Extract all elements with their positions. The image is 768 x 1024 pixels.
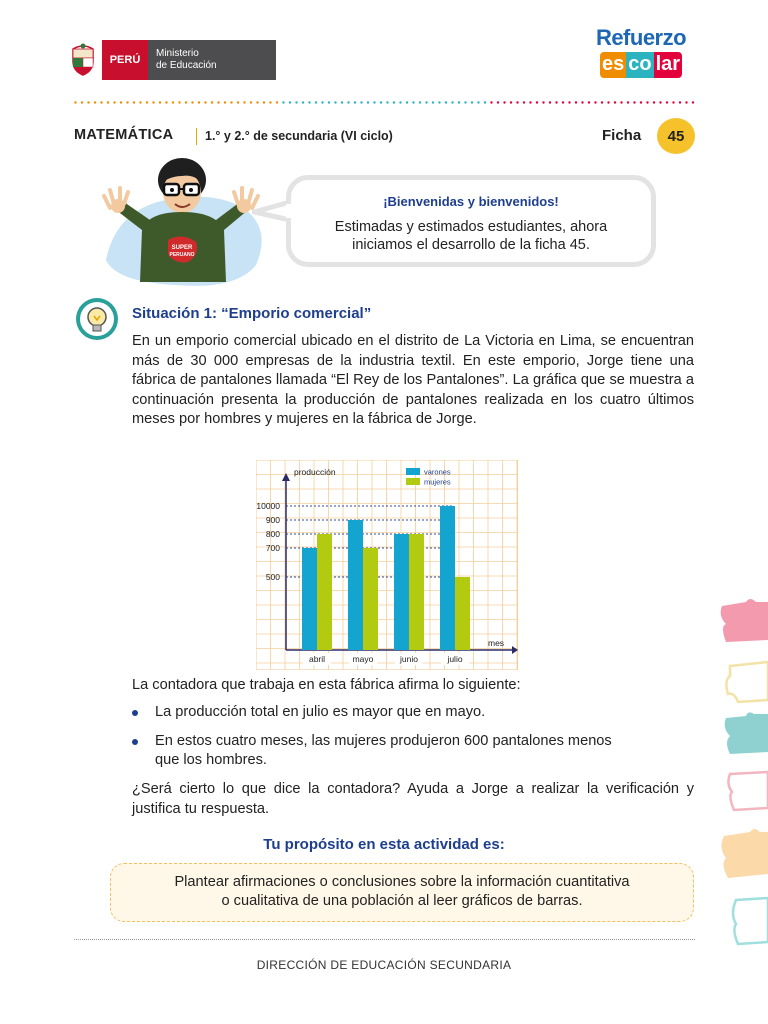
refuerzo-escolar-logo [588,26,694,90]
divider-dot [438,101,440,103]
y-tick-label: 700 [265,543,280,553]
divider-dot [692,101,694,103]
divider-dot [412,101,414,103]
divider-dot [536,101,538,103]
divider-dot [620,101,622,103]
divider-dot [568,101,570,103]
y-tick-label: 10000 [256,501,280,511]
divider-dot [471,101,473,103]
divider-dot [295,101,297,103]
divider-dot [666,101,668,103]
divider-dot [198,101,200,103]
grade-label: 1.° y 2.° de secundaria (VI ciclo) [205,129,393,143]
lightbulb-icon [74,296,120,342]
divider-dot [380,101,382,103]
legend-swatch [406,478,420,485]
production-bar-chart [256,460,518,670]
y-axis-label: producción [294,467,336,477]
bar-varones-mayo [348,520,363,650]
purpose-text: Plantear afirmaciones o conclusiones sobre la información cuantitativa o cualitativa de una población al leer gráficos de barras. [174,874,630,909]
divider-dot [217,101,219,103]
divider-dot [555,101,557,103]
divider-dot [87,101,89,103]
divider-dot [139,101,141,103]
legend-label: mujeres [424,477,451,487]
x-tick-label: julio [447,654,463,664]
divider-dot [250,101,252,103]
logo-puzzle: es co lar [588,52,694,78]
ministry-label: Ministerio de Educación [148,40,276,80]
divider-dot [672,101,674,103]
divider-dot [432,101,434,103]
shirt-text-1: SUPER [171,245,193,251]
divider-dot [497,101,499,103]
divider-dot [373,101,375,103]
divider-dot [224,101,226,103]
divider-dot [477,101,479,103]
footer-divider [74,939,695,940]
bar-mujeres-junio [409,534,424,650]
divider-dot [126,101,128,103]
divider-dot [263,101,265,103]
divider-dot [529,101,531,103]
divider-dot [269,101,271,103]
puzzle-pieces-decoration [716,596,768,946]
divider-dot [211,101,213,103]
divider-dot [308,101,310,103]
divider-dot [360,101,362,103]
bullet-icon [132,739,138,745]
welcome-message: Estimadas y estimados estudiantes, ahora iniciamos el desarrollo de la ficha 45. [334,219,608,253]
situation-title: Situación 1: “Emporio comercial” [132,305,372,322]
divider-dot [542,101,544,103]
divider-dot [256,101,258,103]
divider-dot [640,101,642,103]
logo-title: Refuerzo [595,25,687,50]
divider-dot [282,101,284,103]
divider-dot [321,101,323,103]
divider-dot [562,101,564,103]
divider-dot [230,101,232,103]
divider-dot [172,101,174,103]
x-tick-label: mayo [352,654,374,664]
divider-dot [659,101,661,103]
divider-dot [159,101,161,103]
x-tick-label: abril [308,654,326,664]
y-tick-label: 800 [265,529,280,539]
y-tick-label: 500 [265,572,280,582]
y-tick-label: 900 [265,515,280,525]
divider-dot [243,101,245,103]
divider-dot [399,101,401,103]
country-label: PERÚ [102,40,148,80]
x-tick-label: junio [400,654,418,664]
divider-dot [386,101,388,103]
divider-dot [204,101,206,103]
divider-dot [653,101,655,103]
divider-dot [146,101,148,103]
colored-dotted-divider [74,101,695,104]
divider-dot [425,101,427,103]
divider-dot [516,101,518,103]
divider-dot [133,101,135,103]
purpose-title: Tu propósito en esta actividad es: [263,836,505,853]
divider-dot [315,101,317,103]
situation-paragraph: En un emporio comercial ubicado en el distrito de La Victoria en Lima, se encuentran más de 30 000 empresas de la industria textil. En este emporio, Jorge tiene una fábrica de pantalones llamada “El Rey de los Pantalones”. La gráfica que se muestra a continuación presenta la producción de pantalones realizada en los cuatro últimos meses por hombres y mujeres en la fábrica de Jorge. [132,333,694,427]
divider-dot [107,101,109,103]
divider-dot [685,101,687,103]
divider-dot [113,101,115,103]
legend-label: varones [424,467,451,477]
divider-dot [627,101,629,103]
divider-dot [581,101,583,103]
divider-dot [575,101,577,103]
divider-dot [464,101,466,103]
divider-dot [94,101,96,103]
divider-dot [276,101,278,103]
divider-dot [633,101,635,103]
bar-varones-abril [302,548,317,650]
x-axis-label: mes [488,638,505,648]
bar-mujeres-julio [455,577,470,650]
divider-dot [367,101,369,103]
subject-title: MATEMÁTICA [74,127,174,143]
government-banner [64,40,276,80]
divider-dot [237,101,239,103]
divider-dot [601,101,603,103]
divider-dot [185,101,187,103]
coat-of-arms-icon [64,40,102,80]
divider-dot [165,101,167,103]
header-separator [196,128,197,145]
divider-dot [679,101,681,103]
divider-dot [100,101,102,103]
divider-dot [458,101,460,103]
ficha-number-badge: 45 [657,118,695,154]
divider-dot [451,101,453,103]
legend-swatch [406,468,420,475]
divider-dot [594,101,596,103]
accountant-statement: La contadora que trabaja en esta fábrica afirma lo siguiente: [132,677,521,693]
divider-dot [334,101,336,103]
chart-frame [256,460,518,670]
divider-dot [419,101,421,103]
bar-varones-junio [394,534,409,650]
footer-text: DIRECCIÓN DE EDUCACIÓN SECUNDARIA [256,958,512,972]
divider-dot [484,101,486,103]
divider-dot [510,101,512,103]
shirt-text-2: PERUANO [169,252,195,258]
divider-dot [549,101,551,103]
divider-dot [354,101,356,103]
divider-dot [178,101,180,103]
student-character-illustration [96,150,276,290]
ficha-label: Ficha [602,127,642,144]
bar-mujeres-abril [317,534,332,650]
divider-dot [406,101,408,103]
bar-mujeres-mayo [363,548,378,650]
divider-dot [588,101,590,103]
divider-dot [341,101,343,103]
divider-dot [81,101,83,103]
divider-dot [302,101,304,103]
divider-dot [614,101,616,103]
divider-dot [393,101,395,103]
divider-dot [289,101,291,103]
divider-dot [191,101,193,103]
divider-dot [646,101,648,103]
divider-dot [607,101,609,103]
divider-dot [503,101,505,103]
divider-dot [120,101,122,103]
divider-dot [74,101,76,103]
bar-varones-julio [440,506,455,650]
divider-dot [445,101,447,103]
divider-dot [328,101,330,103]
verification-question: ¿Será cierto lo que dice la contadora? Ayuda a Jorge a realizar la verificación y justifica tu respuesta. [132,781,694,817]
bullet-icon [132,710,138,716]
divider-dot [523,101,525,103]
divider-dot [152,101,154,103]
divider-dot [490,101,492,103]
welcome-title: ¡Bienvenidas y bienvenidos! [383,194,559,209]
divider-dot [347,101,349,103]
